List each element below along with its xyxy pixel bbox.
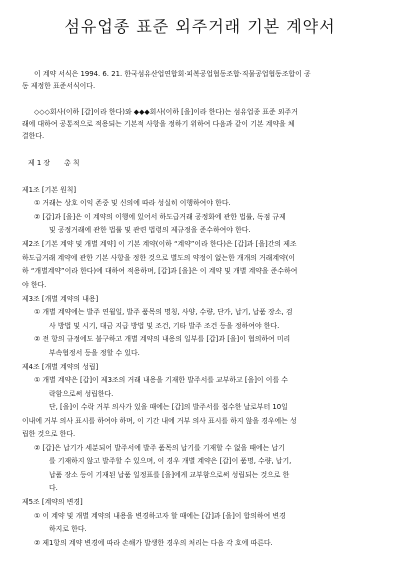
- chapter-heading: [28, 159, 80, 168]
- article-4-clause-2-line-1: ② [갑]은 납기가 세분되어 발주서에 발주 품목의 납기를 기재할 수 없을 때에는 납기: [34, 444, 285, 452]
- article-2-line-3: 하 “개별계약”이라 한다)에 대하여 적용하며, [갑]과 [을]은 이 계약 및 개별 계약을 준수하여: [22, 267, 298, 275]
- article-4-clause-2-line-3: 납품 장소 등이 기재된 납품 일정표를 [을]에게 교부함으로써 성립되는 것으로 한: [49, 471, 290, 479]
- document-title: 섬유업종 표준 외주거래 기본 계약서: [64, 17, 336, 36]
- article-2-line-2: 하도급거래 계약에 관한 기본 사항을 정한 것으로 별도의 약정이 없는한 개개의 거래계약(이: [22, 254, 296, 262]
- article-3-heading: 제3조 [개별 계약의 내용]: [22, 295, 99, 303]
- article-4-proviso-line-3: 립한 것으로 한다.: [22, 430, 76, 438]
- article-4-heading: 제4조 [개별 계약의 성립]: [22, 363, 99, 371]
- article-1-clause-2-line-1: ② [갑]과 [을]은 이 계약의 이행에 있어서 하도급거래 공정화에 관한 법률, 독점 규제: [34, 213, 286, 221]
- preamble-1-line-1: 이 계약 서식은 1994. 6. 21. 한국섬유산업연합회·피복공업협동조합·직물공업협동조합이 공: [34, 70, 311, 78]
- preamble-1-line-2: 동 제정한 표준서식이다.: [22, 82, 96, 90]
- article-1-heading: 제1조 [기본 원칙]: [22, 186, 77, 194]
- preamble-2-line-1: ◇◇◇회사(이하 [갑]이라 한다)와 ◆◆◆회사(이하 [을]이라 한다)는 섬유업종 표준 외주거: [34, 108, 298, 116]
- article-4-clause-2-line-2: 를 기재하지 않고 발주할 수 있으며, 이 경우 개별 계약은 [갑]이 품명, 수량, 납기,: [49, 457, 292, 465]
- article-3-clause-2-line-2: 부속협정서 등을 정할 수 있다.: [49, 349, 140, 357]
- article-4-proviso-line-1: 단, [을]이 수락 거부 의사가 있을 때에는 [갑]의 발주서를 접수한 날로부터 10일: [49, 403, 288, 411]
- article-4-clause-1-line-1: ① 개별 계약은 [갑]이 제3조의 거래 내용을 기재한 발주서를 교부하고 [을]이 이를 수: [34, 376, 288, 384]
- article-2-line-1: 제2조 [기본 계약 및 개별 계약] 이 기본 계약(이하 “계약”이라 한다)은 [갑]과 [을]간의 제조: [22, 240, 297, 248]
- article-5-heading: 제5조 [계약의 변경]: [22, 498, 83, 506]
- chapter-number: 제 1 장: [28, 159, 51, 167]
- preamble-2-line-3: 결한다.: [22, 132, 45, 140]
- preamble-2-line-2: 래에 대하여 공통적으로 적용되는 기본적 사항을 정하기 위하여 다음과 같이 기본 계약을 체: [22, 120, 295, 128]
- article-5-clause-1-line-1: ① 이 계약 및 개별 계약의 내용을 변경하고자 할 때에는 [갑]과 [을]이 합의하여 변경: [34, 512, 286, 520]
- article-5-clause-2: ② 제1항의 계약 변경에 따라 손해가 발생한 경우의 처리는 다음 각 호에 따른다.: [34, 539, 273, 547]
- article-2-line-4: 야 한다.: [22, 281, 47, 289]
- chapter-name: 총 칙: [64, 159, 80, 167]
- article-5-clause-1-line-2: 하지로 한다.: [49, 525, 87, 533]
- article-3-clause-1-line-2: 사 방법 및 시기, 대금 지급 방법 및 조건, 기타 발주 조건 등을 정하여야 한다.: [49, 322, 280, 330]
- article-1-clause-1: ① 거래는 상호 이익 존중 및 신의에 따라 성실히 이행하여야 한다.: [34, 199, 231, 207]
- article-1-clause-2-line-2: 및 공정거래에 관한 법률 및 관련 법령의 제규정을 준수하여야 한다.: [49, 226, 251, 234]
- article-4-proviso-line-2: 이내에 거부 의사 표시를 하여야 하며, 이 기간 내에 거부 의사 표시를 하지 않을 경우에는 성: [22, 417, 297, 425]
- article-4-clause-2-line-4: 다.: [49, 484, 58, 492]
- article-3-clause-2-line-1: ② 전 항의 규정에도 불구하고 개별 계약의 내용의 일부를 [갑]과 [을]이 협의하여 미리: [34, 335, 291, 343]
- article-3-clause-1-line-1: ① 개별 계약에는 발주 연월일, 발주 품목의 명칭, 사양, 수량, 단가, 납기, 납품 장소, 검: [34, 308, 293, 316]
- article-4-clause-1-line-2: 락함으로써 성립한다.: [49, 390, 114, 398]
